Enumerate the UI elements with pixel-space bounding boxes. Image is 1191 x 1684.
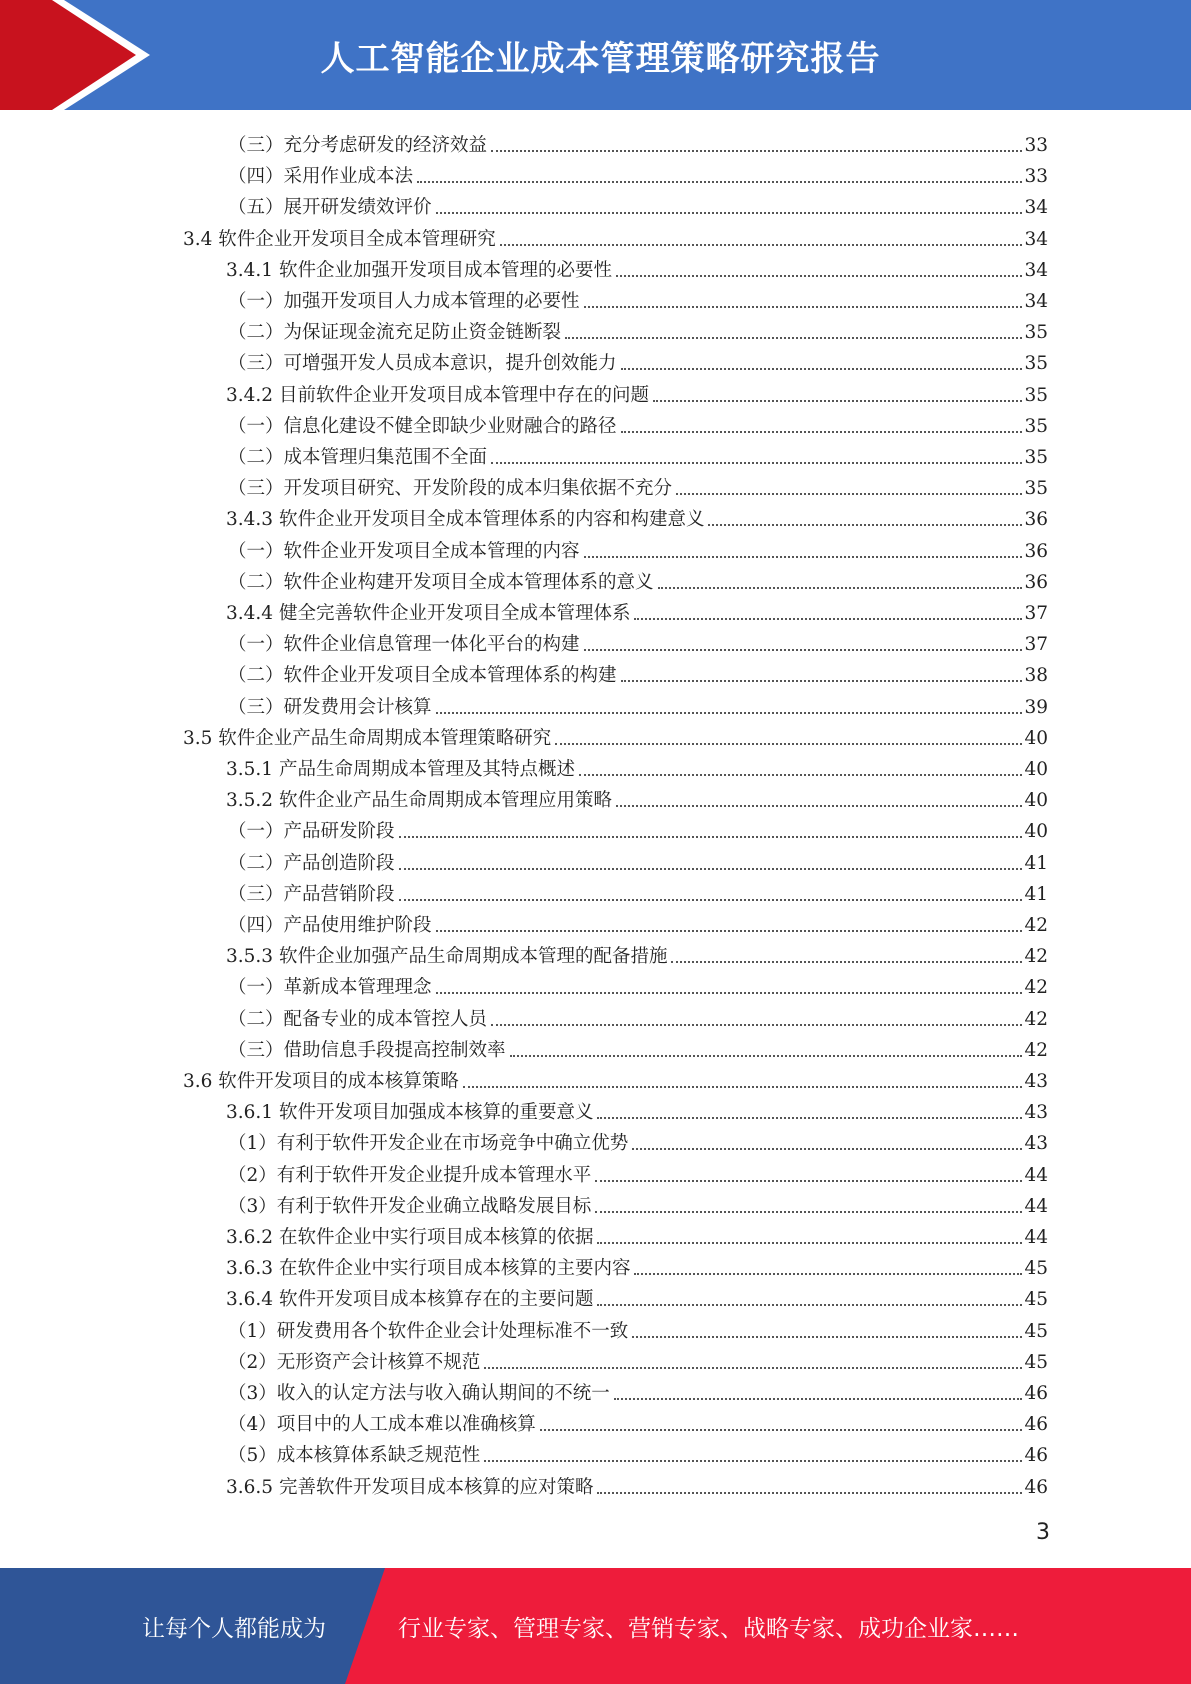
toc-leader-dots xyxy=(565,337,1022,339)
toc-entry[interactable] xyxy=(226,1280,1048,1311)
toc-entry-title: 3.6.4 软件开发项目成本核算存在的主要问题 xyxy=(226,1289,594,1311)
toc-entry[interactable] xyxy=(228,1000,1048,1031)
toc-leader-dots xyxy=(632,1336,1022,1338)
toc-entry-title: （三）研发费用会计核算 xyxy=(228,696,432,718)
toc-entry[interactable] xyxy=(183,220,1048,251)
toc-leader-dots xyxy=(463,1086,1023,1088)
toc-entry[interactable] xyxy=(228,469,1048,500)
toc-entry-page: 37 xyxy=(1024,603,1048,624)
toc-entry-page: 41 xyxy=(1024,883,1048,905)
toc-entry-title: （四）采用作业成本法 xyxy=(228,166,414,188)
toc-entry-title: （二）软件企业开发项目全成本管理体系的构建 xyxy=(228,665,617,687)
toc-entry-page: 40 xyxy=(1024,759,1048,780)
toc-leader-dots xyxy=(597,1117,1022,1119)
page-number: 3 xyxy=(1036,1520,1050,1545)
toc-leader-dots xyxy=(634,1273,1022,1275)
toc-leader-dots xyxy=(671,961,1022,963)
toc-entry-title: （三）借助信息手段提高控制效率 xyxy=(228,1039,506,1061)
toc-entry-title: （一）产品研发阶段 xyxy=(228,821,395,843)
toc-entry-page: 46 xyxy=(1024,1383,1048,1404)
toc-entry[interactable] xyxy=(226,1468,1048,1499)
toc-entry[interactable] xyxy=(228,313,1048,344)
toc-entry-title: 3.4.4 健全完善软件企业开发项目全成本管理体系 xyxy=(226,603,631,624)
toc-entry-page: 46 xyxy=(1024,1414,1048,1436)
toc-entry-page: 40 xyxy=(1024,790,1048,812)
page-footer xyxy=(0,1568,1191,1684)
toc-entry[interactable] xyxy=(228,188,1048,219)
toc-entry-title: （一）加强开发项目人力成本管理的必要性 xyxy=(228,291,580,312)
toc-entry-page: 44 xyxy=(1024,1195,1048,1217)
toc-leader-dots xyxy=(597,1242,1022,1244)
toc-entry[interactable] xyxy=(228,1031,1048,1062)
toc-entry-title: （2）有利于软件开发企业提升成本管理水平 xyxy=(228,1164,592,1186)
toc-entry-page: 33 xyxy=(1024,166,1048,188)
toc-entry-page: 38 xyxy=(1024,665,1048,687)
toc-entry-title: （五）展开研发绩效评价 xyxy=(228,197,432,219)
toc-leader-dots xyxy=(555,743,1022,745)
toc-leader-dots xyxy=(399,899,1023,901)
toc-entry[interactable] xyxy=(183,1062,1048,1093)
toc-entry-page: 36 xyxy=(1024,571,1048,593)
toc-entry-page: 37 xyxy=(1024,634,1048,656)
footer-slogan-right: 行业专家、管理专家、营销专家、战略专家、成功企业家…… xyxy=(398,1615,1019,1642)
toc-entry-title: （四）产品使用维护阶段 xyxy=(228,915,432,936)
toc-entry-page: 36 xyxy=(1024,509,1048,531)
toc-entry-page: 44 xyxy=(1024,1227,1048,1248)
toc-entry-page: 45 xyxy=(1024,1320,1048,1342)
toc-entry-title: （2）无形资产会计核算不规范 xyxy=(228,1351,481,1373)
toc-entry-title: 3.4.3 软件企业开发项目全成本管理体系的内容和构建意义 xyxy=(226,509,705,531)
toc-leader-dots xyxy=(436,712,1023,714)
toc-entry[interactable] xyxy=(228,1405,1048,1436)
toc-entry-page: 45 xyxy=(1024,1258,1048,1280)
toc-entry-title: （4）项目中的人工成本难以准确核算 xyxy=(228,1414,536,1436)
toc-entry-title: 3.5.3 软件企业加强产品生命周期成本管理的配备措施 xyxy=(226,946,668,968)
toc-leader-dots xyxy=(436,992,1023,994)
toc-entry-title: （一）信息化建设不健全即缺少业财融合的路径 xyxy=(228,415,617,437)
toc-entry[interactable] xyxy=(226,1218,1048,1249)
toc-leader-dots xyxy=(597,1492,1022,1494)
toc-entry-title: 3.4.2 目前软件企业开发项目成本管理中存在的问题 xyxy=(226,384,649,406)
toc-entry-page: 40 xyxy=(1024,821,1048,843)
toc-entry[interactable] xyxy=(226,1249,1048,1280)
toc-entry-page: 35 xyxy=(1024,353,1048,375)
toc-entry-title: （三）开发项目研究、开发阶段的成本归集依据不充分 xyxy=(228,478,673,500)
toc-leader-dots xyxy=(417,181,1022,183)
toc-leader-dots xyxy=(584,649,1023,651)
toc-entry[interactable] xyxy=(228,438,1048,469)
toc-entry-title: 3.5 软件企业产品生命周期成本管理策略研究 xyxy=(183,727,552,749)
toc-leader-dots xyxy=(584,306,1023,308)
toc-entry-title: 3.5.2 软件企业产品生命周期成本管理应用策略 xyxy=(226,790,612,812)
toc-entry[interactable] xyxy=(228,1312,1048,1343)
toc-entry[interactable] xyxy=(228,688,1048,719)
toc-entry-page: 35 xyxy=(1024,322,1048,344)
toc-entry[interactable] xyxy=(226,376,1048,407)
toc-entry-title: （5）成本核算体系缺乏规范性 xyxy=(228,1445,481,1467)
toc-entry-title: （二）配备专业的成本管控人员 xyxy=(228,1008,488,1030)
toc-entry-title: 3.4 软件企业开发项目全成本管理研究 xyxy=(183,228,496,250)
toc-entry-page: 43 xyxy=(1024,1071,1048,1092)
toc-entry-title: （二）产品创造阶段 xyxy=(228,852,395,874)
toc-entry-page: 42 xyxy=(1024,1008,1048,1030)
toc-entry-title: 3.4.1 软件企业加强开发项目成本管理的必要性 xyxy=(226,259,612,281)
toc-leader-dots xyxy=(621,680,1023,682)
toc-entry-page: 34 xyxy=(1024,259,1048,281)
toc-entry[interactable] xyxy=(226,251,1048,282)
toc-leader-dots xyxy=(595,1180,1022,1182)
toc-entry[interactable] xyxy=(228,563,1048,594)
toc-entry[interactable] xyxy=(226,1093,1048,1124)
toc-entry-page: 46 xyxy=(1024,1445,1048,1467)
toc-entry-title: （3）收入的认定方法与收入确认期间的不统一 xyxy=(228,1383,610,1404)
toc-leader-dots xyxy=(584,556,1023,558)
toc-leader-dots xyxy=(436,930,1023,932)
toc-entry-title: （一）革新成本管理理念 xyxy=(228,977,432,999)
toc-entry-title: （1）有利于软件开发企业在市场竞争中确立优势 xyxy=(228,1133,629,1155)
toc-entry[interactable] xyxy=(228,1156,1048,1187)
toc-leader-dots xyxy=(399,868,1023,870)
toc-entry[interactable] xyxy=(228,656,1048,687)
toc-entry[interactable] xyxy=(226,500,1048,531)
toc-entry[interactable] xyxy=(228,1374,1048,1405)
toc-entry[interactable] xyxy=(228,844,1048,875)
toc-entry[interactable] xyxy=(228,1124,1048,1155)
toc-entry-title: 3.5.1 产品生命周期成本管理及其特点概述 xyxy=(226,759,575,780)
toc-leader-dots xyxy=(708,524,1022,526)
toc-entry-page: 36 xyxy=(1024,540,1048,562)
document-title: 人工智能企业成本管理策略研究报告 xyxy=(320,38,881,79)
toc-entry-page: 35 xyxy=(1024,384,1048,406)
toc-entry-title: 3.6.3 在软件企业中实行项目成本核算的主要内容 xyxy=(226,1258,631,1280)
toc-leader-dots xyxy=(653,400,1022,402)
toc-entry-page: 39 xyxy=(1024,696,1048,718)
page-header xyxy=(0,0,1191,110)
toc-entry-page: 34 xyxy=(1024,291,1048,312)
toc-entry[interactable] xyxy=(228,157,1048,188)
toc-entry-title: 3.6.5 完善软件开发项目成本核算的应对策略 xyxy=(226,1476,594,1498)
footer-slogan-left: 让每个人都能成为 xyxy=(142,1615,326,1642)
toc-entry-page: 44 xyxy=(1024,1164,1048,1186)
toc-entry[interactable] xyxy=(226,594,1048,625)
toc-entry[interactable] xyxy=(228,968,1048,999)
toc-entry[interactable] xyxy=(228,126,1048,157)
toc-entry[interactable] xyxy=(228,1187,1048,1218)
toc-entry[interactable] xyxy=(228,1343,1048,1374)
toc-entry[interactable] xyxy=(228,344,1048,375)
toc-entry-title: （三）产品营销阶段 xyxy=(228,883,395,905)
toc-entry-page: 42 xyxy=(1024,1039,1048,1061)
toc-entry-page: 45 xyxy=(1024,1351,1048,1373)
toc-entry-page: 41 xyxy=(1024,852,1048,874)
toc-entry-title: 3.6.1 软件开发项目加强成本核算的重要意义 xyxy=(226,1102,594,1124)
toc-entry[interactable] xyxy=(228,282,1048,313)
toc-entry[interactable] xyxy=(228,625,1048,656)
toc-entry-page: 35 xyxy=(1024,415,1048,437)
toc-entry[interactable] xyxy=(228,812,1048,843)
toc-leader-dots xyxy=(399,836,1023,838)
toc-entry[interactable] xyxy=(228,532,1048,563)
toc-entry[interactable] xyxy=(228,1436,1048,1467)
toc-entry[interactable] xyxy=(228,906,1048,937)
toc-entry[interactable] xyxy=(183,719,1048,750)
toc-leader-dots xyxy=(540,1429,1023,1431)
toc-entry[interactable] xyxy=(228,407,1048,438)
toc-entry-page: 43 xyxy=(1024,1102,1048,1124)
toc-entry[interactable] xyxy=(226,781,1048,812)
toc-leader-dots xyxy=(579,774,1022,776)
toc-entry[interactable] xyxy=(226,750,1048,781)
toc-leader-dots xyxy=(616,275,1022,277)
toc-entry-page: 34 xyxy=(1024,228,1048,250)
toc-entry-title: （二）成本管理归集范围不全面 xyxy=(228,447,488,468)
toc-leader-dots xyxy=(621,368,1023,370)
toc-entry-page: 43 xyxy=(1024,1133,1048,1155)
toc-leader-dots xyxy=(676,493,1022,495)
toc-entry-title: （3）有利于软件开发企业确立战略发展目标 xyxy=(228,1195,592,1217)
toc-entry-page: 40 xyxy=(1024,727,1048,749)
toc-leader-dots xyxy=(484,1460,1022,1462)
toc-entry-page: 46 xyxy=(1024,1476,1048,1498)
toc-entry-page: 45 xyxy=(1024,1289,1048,1311)
toc-leader-dots xyxy=(510,1055,1023,1057)
toc-leader-dots xyxy=(634,618,1022,620)
toc-entry[interactable] xyxy=(228,875,1048,906)
toc-entry-page: 42 xyxy=(1024,946,1048,968)
toc-leader-dots xyxy=(597,1304,1022,1306)
toc-entry-title: 3.6.2 在软件企业中实行项目成本核算的依据 xyxy=(226,1227,594,1248)
toc-entry[interactable] xyxy=(226,937,1048,968)
toc-entry-title: （二）软件企业构建开发项目全成本管理体系的意义 xyxy=(228,571,654,593)
toc-leader-dots xyxy=(491,150,1022,152)
toc-entry-page: 35 xyxy=(1024,478,1048,500)
toc-leader-dots xyxy=(632,1148,1022,1150)
toc-leader-dots xyxy=(595,1211,1022,1213)
toc-leader-dots xyxy=(484,1367,1022,1369)
toc-leader-dots xyxy=(491,1024,1022,1026)
toc-entry-title: 3.6 软件开发项目的成本核算策略 xyxy=(183,1071,459,1092)
toc-entry-page: 34 xyxy=(1024,197,1048,219)
toc-leader-dots xyxy=(500,244,1023,246)
toc-entry-page: 33 xyxy=(1024,135,1048,156)
toc-entry-title: （一）软件企业信息管理一体化平台的构建 xyxy=(228,634,580,656)
toc-leader-dots xyxy=(614,1398,1023,1400)
toc-entry-page: 42 xyxy=(1024,977,1048,999)
toc-entry-title: （1）研发费用各个软件企业会计处理标准不一致 xyxy=(228,1320,629,1342)
toc-entry-title: （一）软件企业开发项目全成本管理的内容 xyxy=(228,540,580,562)
toc-leader-dots xyxy=(658,587,1023,589)
toc-leader-dots xyxy=(436,212,1023,214)
toc-entry-title: （三）充分考虑研发的经济效益 xyxy=(228,135,488,156)
toc-leader-dots xyxy=(491,462,1022,464)
toc-leader-dots xyxy=(616,805,1022,807)
toc-entry-page: 42 xyxy=(1024,915,1048,936)
toc-entry-page: 35 xyxy=(1024,447,1048,468)
toc-entry-title: （三）可增强开发人员成本意识，提升创效能力 xyxy=(228,353,617,375)
toc-leader-dots xyxy=(621,431,1023,433)
toc-entry-title: （二）为保证现金流充足防止资金链断裂 xyxy=(228,322,562,344)
